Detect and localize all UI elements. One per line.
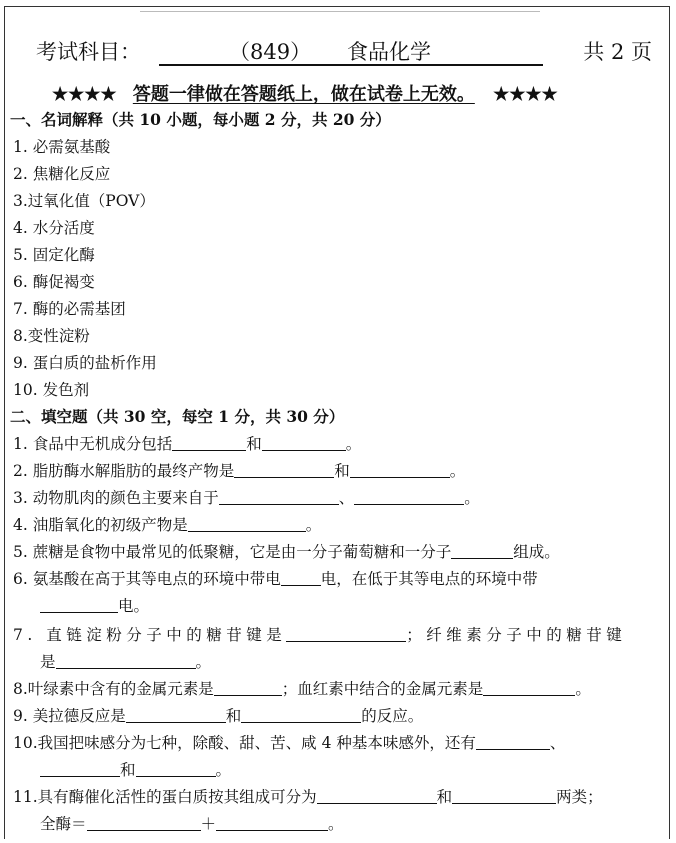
question-text: 8.叶绿素中含有的金属元素是 (13, 680, 214, 698)
question-4 (13, 515, 321, 535)
answer-blank[interactable] (241, 706, 361, 723)
subject-blank (159, 34, 543, 66)
question-text: 和 (246, 435, 262, 453)
question-text: 。 (328, 815, 344, 833)
question-text: 和 (225, 707, 242, 725)
question-11-cont (40, 814, 344, 834)
question-9 (13, 706, 423, 726)
answer-blank[interactable] (354, 488, 464, 505)
question-text: 。 (464, 489, 480, 507)
question-text: 11.具有酶催化活性的蛋白质按其组成可分为 (13, 788, 317, 806)
question-text: 10.我国把味感分为七种，除酸、甜、苦、咸 4 种基本味感外，还有 (13, 734, 476, 752)
list-item: 2. 焦糖化反应 (13, 165, 111, 183)
question-6-cont (40, 596, 149, 616)
answer-blank[interactable] (281, 569, 321, 586)
question-8 (13, 679, 591, 699)
question-6 (13, 569, 538, 589)
question-7-cont (40, 652, 211, 672)
question-5 (13, 542, 560, 562)
exam-notice (52, 80, 632, 106)
question-text: 组成。 (513, 543, 560, 561)
answer-blank[interactable] (286, 625, 406, 642)
question-text: 。 (305, 516, 322, 534)
notice-text: 答题一律做在答题纸上，做在试卷上无效。 (132, 84, 475, 105)
subject-name: 食品化学 (347, 40, 431, 64)
question-text: 和 (334, 462, 350, 480)
question-text: 和 (120, 761, 136, 779)
question-text: 6. 氨基酸在高于其等电点的环境中带电 (13, 570, 281, 588)
stars-left: ★★★★ (52, 84, 117, 105)
question-text: 、 (338, 489, 355, 507)
question-text: 两类； (556, 788, 603, 806)
answer-blank[interactable] (87, 814, 201, 831)
answer-blank[interactable] (476, 733, 550, 750)
answer-blank[interactable] (126, 706, 226, 723)
question-text: 。 (449, 462, 466, 480)
answer-blank[interactable] (40, 596, 118, 613)
list-item: 3.过氧化值（POV） (13, 192, 155, 210)
answer-blank[interactable] (317, 787, 437, 804)
question-text: ；纤维素分子中的糖苷键 (406, 626, 627, 644)
section-title: 二、填空题（共 30 空，每空 1 分，共 30 分） (10, 407, 345, 426)
answer-blank[interactable] (216, 814, 328, 831)
answer-blank[interactable] (350, 461, 450, 478)
answer-blank[interactable] (234, 461, 334, 478)
question-text: 5. 蔗糖是食物中最常见的低聚糖，它是由一分子葡萄糖和一分子 (13, 543, 452, 561)
section-title: 一、名词解释（共 10 小题，每小题 2 分，共 20 分） (10, 110, 391, 129)
question-3 (13, 488, 480, 508)
question-2 (13, 461, 465, 481)
question-text: ＋ (200, 815, 217, 833)
question-text: 。 (215, 761, 232, 779)
answer-blank[interactable] (219, 488, 339, 505)
question-text: ；血红素中结合的金属元素是 (281, 680, 484, 698)
question-text: 4. 油脂氧化的初级产物是 (13, 516, 188, 534)
question-10-cont (40, 760, 231, 780)
list-item: 8.变性淀粉 (13, 327, 90, 345)
list-item: 10. 发色剂 (13, 381, 90, 399)
answer-blank[interactable] (56, 652, 196, 669)
answer-blank[interactable] (188, 515, 306, 532)
exam-header (36, 34, 656, 68)
question-10 (13, 733, 565, 753)
subject-label: 考试科目： (36, 40, 141, 64)
question-text: 2. 脂肪酶水解脂肪的最终产物是 (13, 462, 235, 480)
list-item: 6. 酶促褐变 (13, 273, 95, 291)
question-text: 和 (436, 788, 453, 806)
answer-blank[interactable] (452, 787, 556, 804)
stars-right: ★★★★ (493, 84, 558, 105)
answer-blank[interactable] (172, 434, 246, 451)
answer-blank[interactable] (214, 679, 282, 696)
answer-blank[interactable] (40, 760, 120, 777)
question-text: 9. 美拉德反应是 (13, 707, 126, 725)
question-text: 是 (40, 653, 56, 671)
question-text: 电，在低于其等电点的环境中带 (320, 570, 538, 588)
list-item: 5. 固定化酶 (13, 246, 95, 264)
question-text: 。 (345, 435, 362, 453)
subject-code: （849） (229, 40, 312, 64)
answer-blank[interactable] (136, 760, 216, 777)
list-item: 4. 水分活度 (13, 219, 95, 237)
question-11 (13, 787, 603, 807)
question-text: 电。 (118, 597, 150, 615)
answer-blank[interactable] (451, 542, 513, 559)
list-item: 7. 酶的必需基团 (13, 300, 126, 318)
page-count: 共 2 页 (583, 40, 652, 64)
list-item: 9. 蛋白质的盐析作用 (13, 354, 157, 372)
question-7 (13, 625, 626, 645)
question-1 (13, 434, 361, 454)
list-item: 1. 必需氨基酸 (13, 138, 111, 156)
question-text: 全酶＝ (40, 815, 87, 833)
question-text: 7. 直链淀粉分子中的糖苷键是 (13, 626, 287, 644)
question-text: 。 (195, 653, 212, 671)
answer-blank[interactable] (262, 434, 346, 451)
question-text: 3. 动物肌肉的颜色主要来自于 (13, 489, 219, 507)
answer-blank[interactable] (483, 679, 575, 696)
question-text: 。 (575, 680, 591, 698)
question-text: 、 (549, 734, 566, 752)
question-text: 1. 食品中无机成分包括 (13, 435, 173, 453)
question-text: 的反应。 (361, 707, 424, 725)
